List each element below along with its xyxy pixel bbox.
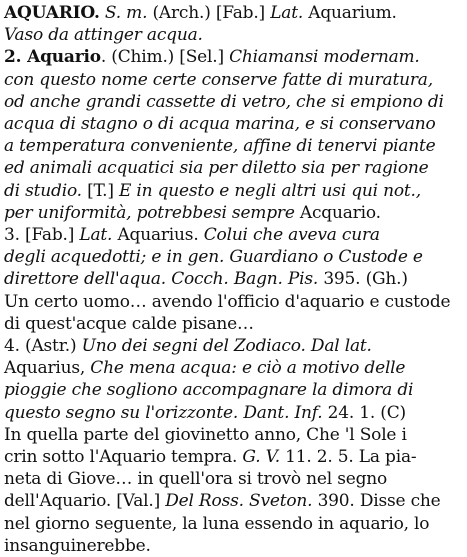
entry-text: insanguinerebbe.	[4, 535, 151, 556]
entry-line	[4, 446, 416, 468]
entry-line	[4, 157, 429, 179]
entry-line	[4, 91, 444, 113]
entry-line	[4, 535, 151, 557]
entry-text: Aquario	[27, 47, 101, 68]
entry-text: Aquarium.	[303, 3, 397, 23]
entry-text: Aquarius.	[112, 225, 204, 245]
entry-line	[4, 313, 254, 335]
entry-line	[4, 513, 429, 535]
entry-line	[4, 135, 436, 157]
entry-text: per uniformità, potrebbesi sempre	[4, 202, 300, 223]
entry-line	[4, 291, 450, 313]
entry-text: 4. (Astr.)	[4, 336, 82, 356]
entry-text: nel giorno seguente, la luna essendo in aquario, lo	[4, 513, 430, 534]
entry-text: pioggie che sogliono accompagnare la dimora di	[4, 380, 414, 401]
entry-text: dell'Aquario. [Val.]	[4, 491, 166, 512]
entry-line	[4, 69, 433, 91]
entry-text: degli acquedotti; e in gen. Guardiano o Custode e	[4, 247, 423, 268]
entry-text: G. V.	[242, 447, 280, 467]
entry-line	[4, 113, 436, 135]
entry-line	[4, 468, 387, 490]
entry-text: questo segno su l'orizzonte. Dant. Inf.	[4, 402, 323, 423]
entry-text: . (Chim.) [Sel.]	[100, 47, 230, 68]
entry-text: 11. 2. 5. La pia-	[279, 447, 417, 467]
entry-text: 390. Disse che	[312, 491, 441, 512]
entry-line	[4, 379, 413, 401]
entry-text: crin sotto l'Aquario tempra.	[4, 447, 243, 467]
entry-text: od anche grandi cassette di vetro, che si empiono di	[4, 91, 444, 112]
entry-text: AQUARIO.	[4, 3, 100, 23]
entry-line	[4, 246, 423, 268]
entry-line	[4, 224, 380, 246]
entry-text: Del Ross. Sveton.	[165, 491, 313, 512]
entry-text: neta di Giove… in quell'ora si trovò nel segno	[4, 469, 388, 490]
entry-text: 24. 1. (C)	[322, 402, 406, 423]
entry-text: Chiamansi modernam.	[229, 47, 420, 68]
entry-line	[4, 24, 203, 46]
entry-text: Uno dei segni del Zodiaco. Dal lat.	[81, 336, 372, 356]
entry-text: acqua di stagno o di acqua marina, e si conservano	[4, 114, 436, 134]
entry-text: Colui che aveva cura	[203, 225, 380, 245]
entry-line	[4, 424, 407, 446]
entry-text: a temperatura conveniente, affine di tenervi piante	[4, 136, 436, 157]
entry-line	[4, 180, 421, 202]
entry-text: di quest'acque calde pisane…	[4, 313, 254, 334]
entry-text: Che mena acqua: e ciò a motivo delle	[90, 358, 406, 379]
entry-text: [T.]	[87, 180, 120, 201]
entry-text: direttore dell'aqua. Cocch. Bagn. Pis.	[4, 269, 319, 290]
entry-line	[4, 357, 405, 379]
entry-text: Vaso da attinger acqua.	[4, 25, 203, 46]
entry-line	[4, 2, 397, 24]
entry-text: Un certo uomo… avendo l'officio d'aquario e custode	[4, 291, 451, 312]
entry-text: S. m.	[104, 3, 148, 23]
entry-text: Lat.	[270, 3, 304, 23]
entry-text: 2.	[4, 47, 28, 68]
entry-text: Aquarius,	[4, 358, 91, 379]
entry-text: Acquario.	[299, 202, 381, 223]
entry-text: In quella parte del giovinetto anno, Che 'l Sole i	[4, 424, 407, 445]
entry-text: Lat.	[79, 225, 113, 245]
entry-text: E in questo e negli altri usi qui not.,	[119, 180, 421, 201]
entry-text: (Arch.) [Fab.]	[147, 3, 271, 23]
entry-text: 3. [Fab.]	[4, 225, 80, 245]
entry-line	[4, 335, 372, 357]
entry-line	[4, 46, 420, 68]
entry-text: con questo nome certe conserve fatte di muratura,	[4, 69, 433, 90]
entry-text: ed animali acquatici sia per diletto sia per ragione	[4, 158, 429, 179]
entry-line	[4, 202, 381, 224]
entry-text: 395. (Gh.)	[318, 269, 408, 290]
entry-line	[4, 402, 406, 424]
entry-line	[4, 490, 441, 512]
entry-text: di studio.	[4, 180, 88, 201]
entry-line	[4, 268, 408, 290]
